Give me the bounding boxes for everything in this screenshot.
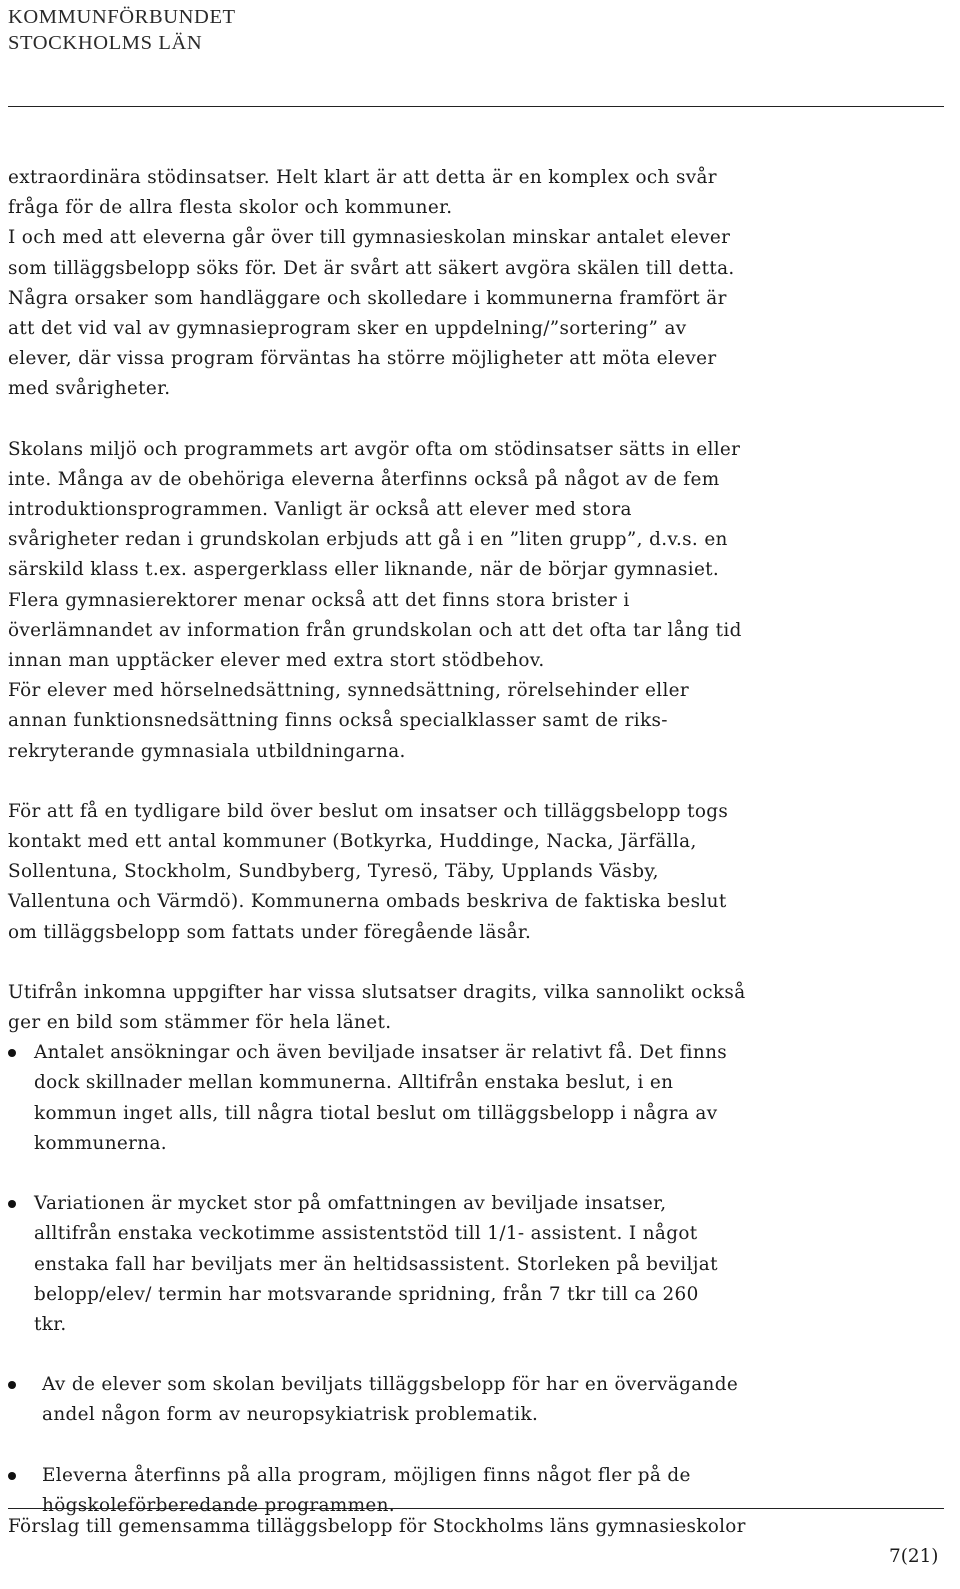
paragraph-1 [8,163,948,405]
text-line: ger en bild som stämmer för hela länet. [8,1012,392,1034]
document-body [8,163,948,1521]
text-line: överlämnandet av information från grundskolan och att det ofta tar lång tid [8,619,742,641]
text-line: rekryterande gymnasiala utbildningarna. [8,740,406,762]
document-header [8,4,236,56]
text-line: svårigheter redan i grundskolan erbjuds att gå i en ”liten grupp”, d.v.s. en [8,529,728,551]
paragraph-spacer [8,767,948,797]
text-line: elever, där vissa program förväntas ha större möjligheter att möta elever [8,348,717,370]
text-line: Utifrån inkomna uppgifter har vissa slutsatser dragits, vilka sannolikt också [8,981,746,1003]
text-line: kommun inget alls, till några tiotal beslut om tilläggsbelopp i några av [34,1102,718,1124]
paragraph-4 [8,978,948,1038]
list-item [8,1370,948,1430]
list-spacer [8,1340,948,1370]
page-number: 7(21) [889,1546,939,1567]
text-line: dock skillnader mellan kommunerna. Alltifrån enstaka beslut, i en [34,1072,674,1094]
text-line: högskoleförberedande programmen. [42,1494,396,1516]
text-line: särskild klass t.ex. aspergerklass eller liknande, när de börjar gymnasiet. [8,559,720,581]
text-line: med svårigheter. [8,378,171,400]
text-line: Några orsaker som handläggare och skolledare i kommunerna framfört är [8,287,727,309]
list-item [8,1038,948,1159]
paragraph-3 [8,797,948,948]
text-line: Antalet ansökningar och även beviljade insatser är relativt få. Det finns [34,1042,728,1064]
header-divider [8,106,944,107]
bullet-icon [8,1381,16,1389]
text-line: För elever med hörselnedsättning, synnedsättning, rörelsehinder eller [8,680,690,702]
text-line: att det vid val av gymnasieprogram sker en uppdelning/”sortering” av [8,318,687,340]
paragraph-2 [8,435,948,767]
bullet-icon [8,1472,16,1480]
conclusions-list [8,1038,948,1521]
text-line: Av de elever som skolan beviljats tilläggsbelopp för har en övervägande [42,1374,739,1396]
text-line: om tilläggsbelopp som fattats under föregående läsår. [8,921,532,943]
text-line: I och med att eleverna går över till gymnasieskolan minskar antalet elever [8,227,731,249]
header-org-line-2: STOCKHOLMS LÄN [8,32,203,54]
text-line: Flera gymnasierektorer menar också att det finns stora brister i [8,589,630,611]
bullet-icon [8,1049,16,1057]
text-line: som tilläggsbelopp söks för. Det är svårt att säkert avgöra skälen till detta. [8,257,735,279]
paragraph-spacer [8,405,948,435]
text-line: andel någon form av neuropsykiatrisk problematik. [42,1404,539,1426]
paragraph-spacer [8,948,948,978]
footer-title: Förslag till gemensamma tilläggsbelopp för Stockholms läns gymnasieskolor [8,1516,746,1537]
text-line: kommunerna. [34,1132,167,1154]
list-item [8,1189,948,1340]
list-item [8,1461,948,1521]
text-line: Vallentuna och Värmdö). Kommunerna ombads beskriva de faktiska beslut [8,891,727,913]
text-line: alltifrån enstaka veckotimme assistentstöd till 1/1- assistent. I något [34,1223,698,1245]
text-line: extraordinära stödinsatser. Helt klart är att detta är en komplex och svår [8,167,717,188]
text-line: tkr. [34,1313,67,1335]
text-line: För att få en tydligare bild över beslut om insatser och tilläggsbelopp togs [8,800,729,822]
text-line: kontakt med ett antal kommuner (Botkyrka, Huddinge, Nacka, Järfälla, [8,831,697,853]
text-line: innan man upptäcker elever med extra stort stödbehov. [8,650,545,672]
list-spacer [8,1431,948,1461]
footer-divider [8,1508,944,1509]
text-line: introduktionsprogrammen. Vanligt är också att elever med stora [8,499,632,521]
text-line: inte. Många av de obehöriga eleverna återfinns också på något av de fem [8,468,720,490]
text-line: Skolans miljö och programmets art avgör ofta om stödinsatser sätts in eller [8,438,741,460]
list-spacer [8,1159,948,1189]
bullet-icon [8,1200,16,1208]
text-line: enstaka fall har beviljats mer än heltidsassistent. Storleken på beviljat [34,1253,718,1275]
text-line: Sollentuna, Stockholm, Sundbyberg, Tyresö, Täby, Upplands Väsby, [8,861,659,883]
text-line: Variationen är mycket stor på omfattningen av beviljade insatser, [34,1193,667,1215]
text-line: Eleverna återfinns på alla program, möjligen finns något fler på de [42,1464,691,1486]
text-line: annan funktionsnedsättning finns också specialklasser samt de riks- [8,710,668,732]
text-line: belopp/elev/ termin har motsvarande spridning, från 7 tkr till ca 260 [34,1283,699,1305]
header-org-line-1: KOMMUNFÖRBUNDET [8,6,236,28]
text-line: fråga för de allra flesta skolor och kommuner. [8,197,453,219]
